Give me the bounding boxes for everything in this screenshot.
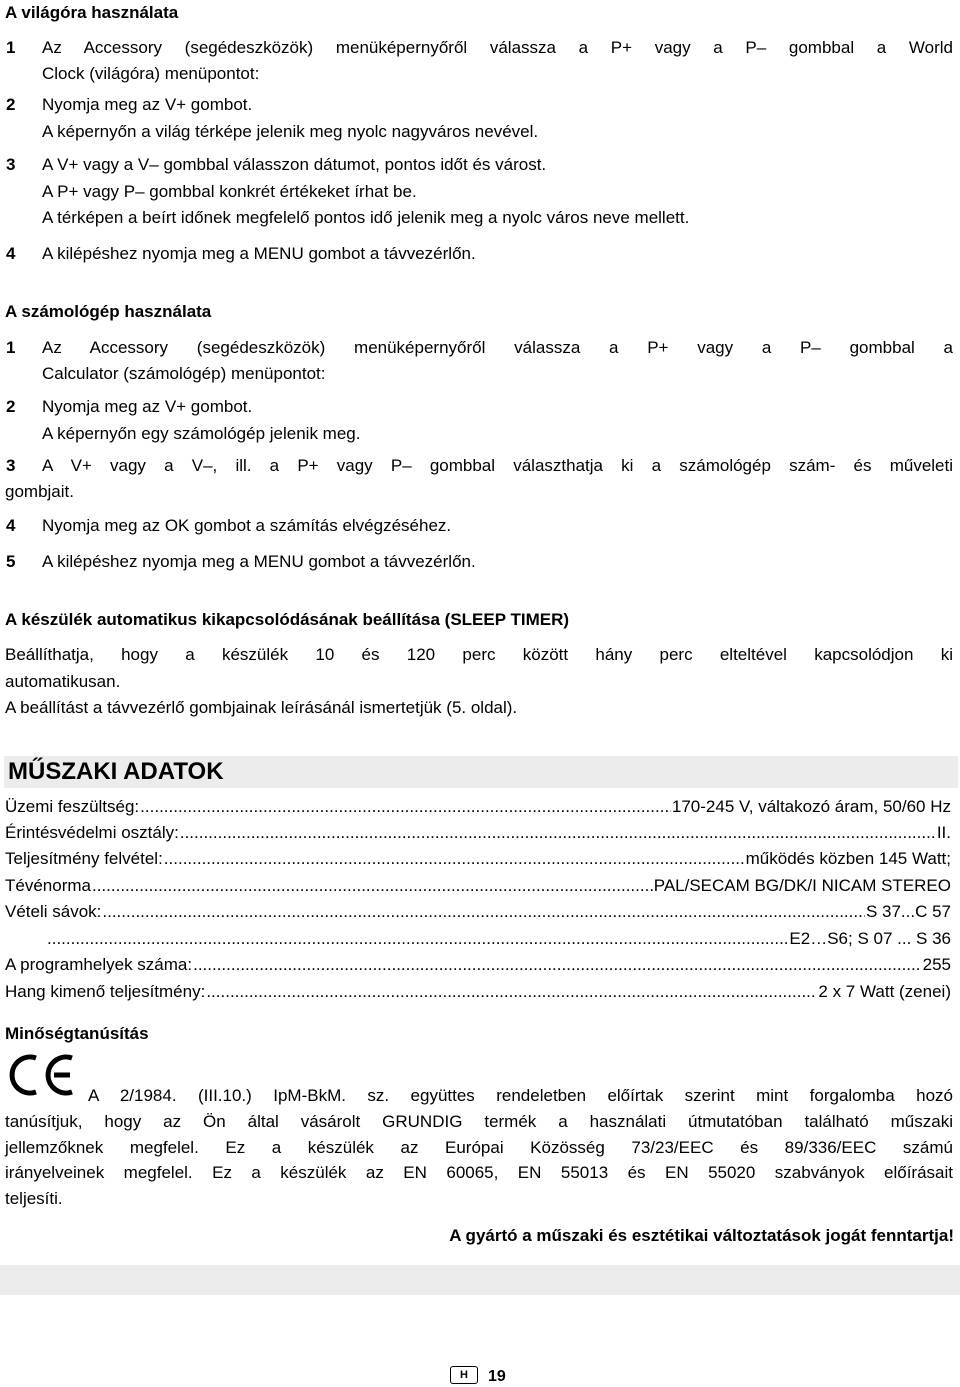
spec-value: PAL/SECAM BG/DK/I NICAM STEREO xyxy=(653,876,951,895)
list-item-line: A V+ vagy a V–, ill. a P+ vagy P– gombbal választhatja ki a számológép szám- és műveleti xyxy=(42,456,953,475)
paragraph-line: jellemzőknek megfelel. Ez a készülék az Európai Közösség 73/23/EEC és 89/336/EEC számú xyxy=(5,1138,953,1157)
paragraph-line: teljesíti. xyxy=(5,1189,63,1208)
spec-label: Vételi sávok: xyxy=(5,902,102,921)
spec-label: Teljesítmény felvétel: xyxy=(5,849,163,868)
list-item-line: A képernyőn egy számológép jelenik meg. xyxy=(42,424,361,443)
spec-label: A programhelyek száma: xyxy=(5,955,193,974)
list-item-line: Az Accessory (segédeszközök) menüképernyőről válassza a P+ vagy a P– gombbal a World xyxy=(42,38,953,57)
list-item-line: A V+ vagy a V– gombbal válasszon dátumot, pontos időt és várost. xyxy=(42,155,547,174)
spec-row xyxy=(5,982,951,1004)
list-item-line: Calculator (számológép) menüpontot: xyxy=(42,364,326,383)
spec-leader-dots xyxy=(180,823,936,843)
world-clock-title: A világóra használata xyxy=(5,3,179,22)
list-number: 3 xyxy=(6,456,16,475)
paragraph-line: Beállíthatja, hogy a készülék 10 és 120 perc között hány perc elteltével kapcsolódjon ki xyxy=(5,645,953,664)
list-number: 1 xyxy=(6,38,16,57)
spec-label: Érintésvédelmi osztály: xyxy=(5,823,179,842)
specs-title: MŰSZAKI ADATOK xyxy=(8,758,224,785)
spec-row xyxy=(5,849,951,871)
spec-label: Üzemi feszültség: xyxy=(5,797,140,816)
paragraph-line: automatikusan. xyxy=(5,672,121,691)
specs-title-bar xyxy=(4,756,958,788)
spec-value: működés közben 145 Watt; xyxy=(745,849,951,868)
spec-value: E2…S6; S 07 ... S 36 xyxy=(789,929,951,948)
list-item-text xyxy=(42,38,953,58)
list-number: 4 xyxy=(6,244,16,263)
quality-title: Minőségtanúsítás xyxy=(5,1024,149,1043)
list-item-line: Nyomja meg az V+ gombot. xyxy=(42,397,253,416)
spec-row xyxy=(46,929,951,951)
spec-row xyxy=(5,955,951,977)
list-number: 1 xyxy=(6,338,16,357)
list-number: 2 xyxy=(6,397,16,416)
paragraph-line: tanúsítjuk, hogy az Ön által vásárolt GRUNDIG termék a használati útmutatóban található műszaki xyxy=(5,1112,953,1131)
spec-label: Tévénorma xyxy=(5,876,91,895)
list-item-line: Nyomja meg az V+ gombot. xyxy=(42,95,253,114)
footer-bar xyxy=(0,1265,960,1295)
spec-value: 170-245 V, váltakozó áram, 50/60 Hz xyxy=(671,797,951,816)
spec-leader-dots xyxy=(140,797,671,817)
paragraph-line: A 2/1984. (III.10.) IpM-BkM. sz. együttes rendeletben előírtak szerint mint forgalomba hozó xyxy=(88,1086,953,1105)
rights-notice: A gyártó a műszaki és esztétikai változtatások jogát fenntartja! xyxy=(449,1226,954,1245)
spec-row xyxy=(5,823,951,845)
list-item-line: gombjait. xyxy=(5,482,74,501)
list-item-line: A P+ vagy P– gombbal konkrét értékeket írhat be. xyxy=(42,182,417,201)
list-item-line: Clock (világóra) menüpontot: xyxy=(42,64,260,83)
spec-value: II. xyxy=(936,823,951,842)
list-item-line: A kilépéshez nyomja meg a MENU gombot a távvezérlőn. xyxy=(42,552,476,571)
spec-value: 2 x 7 Watt (zenei) xyxy=(818,982,951,1001)
spec-value: 255 xyxy=(922,955,951,974)
spec-leader-dots xyxy=(193,955,922,975)
ce-mark-icon xyxy=(6,1052,78,1098)
sleep-timer-title: A készülék automatikus kikapcsolódásának beállítása (SLEEP TIMER) xyxy=(5,610,570,629)
spec-leader-dots xyxy=(206,982,817,1002)
list-number: 4 xyxy=(6,516,16,535)
page-number: 19 xyxy=(488,1368,506,1385)
spec-leader-dots xyxy=(92,876,653,896)
paragraph-line: irányelveinek megfelel. Ez a készülék az EN 60065, EN 55013 és EN 55020 szabványok előírásait xyxy=(5,1163,953,1182)
spec-label: Hang kimenő teljesítmény: xyxy=(5,982,206,1001)
spec-leader-dots xyxy=(47,929,788,949)
list-number: 3 xyxy=(6,155,16,174)
spec-row xyxy=(5,902,951,924)
list-item-line: Az Accessory (segédeszközök) menüképernyőről válassza a P+ vagy a P– gombbal a xyxy=(42,338,953,357)
spec-value: S 37...C 57 xyxy=(865,902,951,921)
list-number: 5 xyxy=(6,552,16,571)
spec-row xyxy=(5,797,951,819)
list-item-line: A térképen a beírt időnek megfelelő pontos idő jelenik meg a nyolc város neve mellett. xyxy=(42,208,690,227)
spec-leader-dots xyxy=(102,902,865,922)
paragraph-line: A beállítást a távvezérlő gombjainak leírásánál ismertetjük (5. oldal). xyxy=(5,698,518,717)
spec-leader-dots xyxy=(164,849,745,869)
list-item-line: A kilépéshez nyomja meg a MENU gombot a távvezérlőn. xyxy=(42,244,476,263)
list-number: 2 xyxy=(6,95,16,114)
language-badge: H xyxy=(450,1366,478,1384)
list-item-line: A képernyőn a világ térképe jelenik meg nyolc nagyváros nevével. xyxy=(42,122,539,141)
spec-row xyxy=(5,876,951,898)
calculator-title: A számológép használata xyxy=(5,302,212,321)
list-item-line: Nyomja meg az OK gombot a számítás elvégzéséhez. xyxy=(42,516,452,535)
